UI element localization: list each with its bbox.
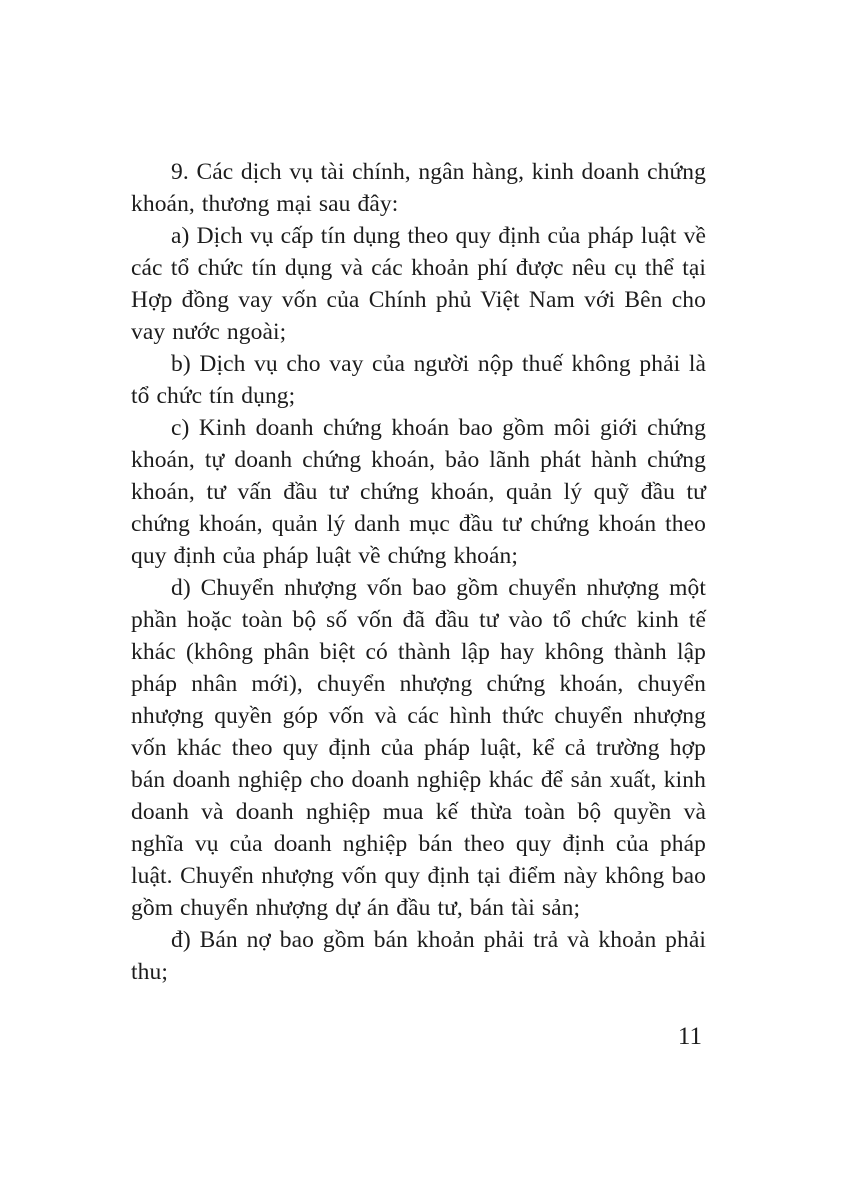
- clause-b: b) Dịch vụ cho vay của người nộp thuế không phải là tổ chức tín dụng;: [131, 351, 706, 409]
- clause-a: a) Dịch vụ cấp tín dụng theo quy định của pháp luật về các tổ chức tín dụng và các khoản phí được nêu cụ thể tại Hợp đồng vay vốn của Chính phủ Việt Nam với Bên cho vay nước ngoài;: [131, 223, 706, 345]
- clause-dd: đ) Bán nợ bao gồm bán khoản phải trả và khoản phải thu;: [131, 927, 706, 985]
- clause-d: d) Chuyển nhượng vốn bao gồm chuyển nhượng một phần hoặc toàn bộ số vốn đã đầu tư vào tổ chức kinh tế khác (không phân biệt có thành lập hay không thành lập pháp nhân mới), chuyển nhượng chứng khoán, chuyển nhượng quyền góp vốn và các hình thức chuyển nhượng vốn khác theo quy định của pháp luật, kể cả trường hợp bán doanh nghiệp cho doanh nghiệp khác để sản xuất, kinh doanh và doanh nghiệp mua kế thừa toàn bộ quyền và nghĩa vụ của doanh nghiệp bán theo quy định của pháp luật. Chuyển nhượng vốn quy định tại điểm này không bao gồm chuyển nhượng dự án đầu tư, bán tài sản;: [131, 575, 706, 921]
- clause-c: c) Kinh doanh chứng khoán bao gồm môi giới chứng khoán, tự doanh chứng khoán, bảo lãnh phát hành chứng khoán, tư vấn đầu tư chứng khoán, quản lý quỹ đầu tư chứng khoán, quản lý danh mục đầu tư chứng khoán theo quy định của pháp luật về chứng khoán;: [131, 415, 706, 569]
- page-number: 11: [677, 1023, 702, 1050]
- page-body: [131, 156, 706, 1050]
- clause-9-intro: 9. Các dịch vụ tài chính, ngân hàng, kinh doanh chứng khoán, thương mại sau đây:: [131, 159, 706, 217]
